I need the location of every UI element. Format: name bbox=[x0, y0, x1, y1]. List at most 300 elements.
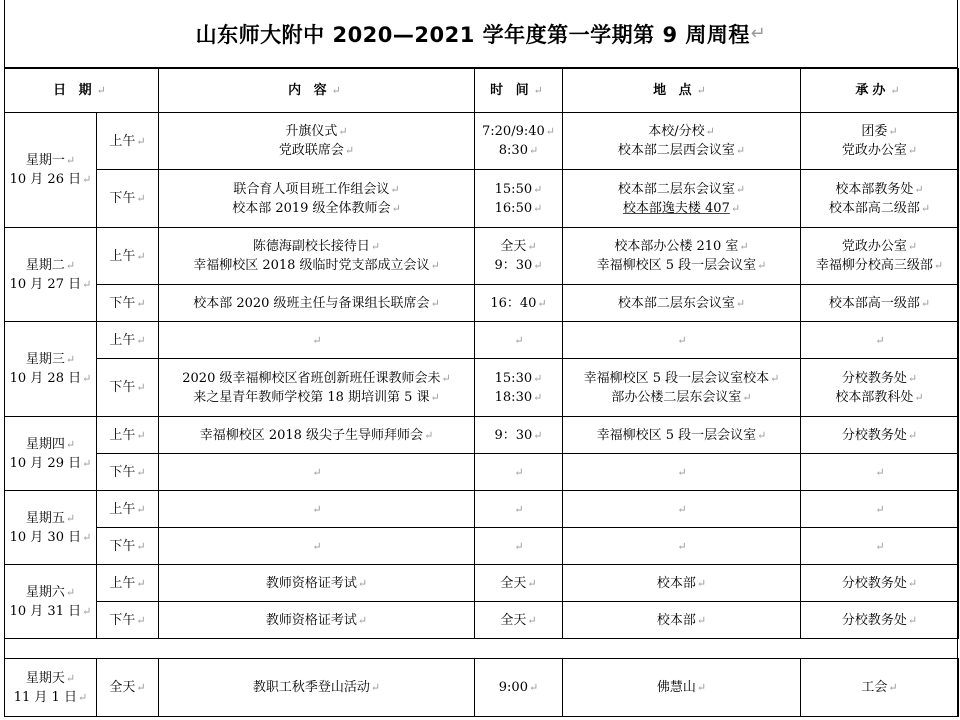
cell-text: 联合育人项目班工作组会议 bbox=[233, 181, 390, 197]
cell-line bbox=[565, 678, 798, 697]
cell-text: 全天 bbox=[500, 612, 527, 628]
return-mark-icon: ↵ bbox=[742, 390, 752, 404]
day-cell bbox=[5, 113, 97, 228]
return-mark-icon: ↵ bbox=[82, 456, 92, 470]
content-cell bbox=[159, 565, 475, 602]
cell-text: 全天 bbox=[109, 680, 136, 695]
cell-text: 本校/分校 bbox=[648, 124, 705, 139]
header-content bbox=[159, 69, 475, 113]
return-mark-icon: ↵ bbox=[424, 428, 434, 442]
cell-text: 上午 bbox=[109, 427, 136, 443]
return-mark-icon: ↵ bbox=[735, 296, 746, 310]
cell-text: 幸福柳分校高三级部 bbox=[815, 258, 933, 273]
cell-line bbox=[565, 294, 798, 313]
return-mark-icon: ↵ bbox=[875, 539, 885, 553]
return-mark-icon: ↵ bbox=[514, 502, 524, 516]
content-cell bbox=[159, 113, 475, 170]
host-cell bbox=[801, 322, 959, 359]
weekday-line bbox=[7, 350, 94, 369]
time-cell bbox=[475, 565, 563, 602]
cell-line bbox=[803, 611, 956, 630]
cell-line bbox=[803, 388, 956, 407]
return-mark-icon: ↵ bbox=[136, 296, 146, 310]
cell-text: 分校教务处 bbox=[841, 612, 907, 628]
return-mark-icon: ↵ bbox=[136, 539, 146, 553]
cell-text: 校本部高二级部 bbox=[828, 200, 920, 216]
cell-text: 党政办公室 bbox=[841, 239, 907, 254]
cell-text: 幸福柳校区 2018 级尖子生导师拜师会 bbox=[199, 427, 424, 443]
cell-line bbox=[161, 199, 472, 218]
time-cell bbox=[475, 454, 563, 491]
return-mark-icon: ↵ bbox=[888, 125, 898, 138]
cell-line bbox=[477, 388, 560, 407]
cell-text: 18:30 bbox=[494, 389, 533, 405]
time-cell bbox=[475, 170, 563, 228]
sunday-row bbox=[5, 659, 959, 717]
return-mark-icon: ↵ bbox=[82, 372, 92, 385]
cell-line bbox=[7, 669, 94, 688]
period-cell bbox=[97, 228, 159, 285]
period-cell bbox=[97, 565, 159, 602]
return-mark-icon: ↵ bbox=[136, 681, 146, 694]
cell-text: 上午 bbox=[109, 575, 136, 591]
weekday-label: 星期五 bbox=[25, 510, 65, 526]
cell-text: 工会 bbox=[861, 680, 888, 695]
return-mark-icon: ↵ bbox=[65, 671, 76, 685]
cell-text: 8:30 bbox=[498, 143, 528, 158]
return-mark-icon: ↵ bbox=[514, 333, 524, 347]
return-mark-icon: ↵ bbox=[739, 240, 749, 253]
table-row bbox=[5, 113, 959, 170]
return-mark-icon: ↵ bbox=[750, 23, 767, 44]
return-mark-icon: ↵ bbox=[696, 681, 707, 694]
cell-text: 7:20/9:40 bbox=[482, 124, 545, 139]
time-cell bbox=[475, 228, 563, 285]
place-cell bbox=[563, 113, 801, 170]
place-cell bbox=[563, 454, 801, 491]
place-cell bbox=[563, 491, 801, 528]
cell-line bbox=[161, 294, 472, 313]
host-cell bbox=[801, 528, 959, 565]
return-mark-icon: ↵ bbox=[65, 437, 76, 451]
cell-text: 分校教务处 bbox=[841, 370, 907, 386]
header-row bbox=[5, 69, 959, 113]
return-mark-icon: ↵ bbox=[533, 371, 543, 385]
weekday-label: 星期四 bbox=[25, 436, 65, 452]
cell-line bbox=[477, 463, 560, 482]
return-mark-icon: ↵ bbox=[136, 465, 146, 479]
cell-line bbox=[565, 369, 798, 388]
cell-text: 校本部逸夫楼 407 bbox=[622, 200, 730, 216]
return-mark-icon: ↵ bbox=[696, 84, 710, 97]
cell-text: 幸福柳校区 2018 级临时党支部成立会议 bbox=[193, 258, 430, 273]
cell-text: 校本部教科处 bbox=[835, 389, 914, 405]
weekday-line bbox=[7, 256, 94, 275]
date-line bbox=[7, 602, 94, 621]
return-mark-icon: ↵ bbox=[533, 259, 543, 272]
host-cell bbox=[801, 565, 959, 602]
cell-line bbox=[99, 611, 156, 630]
cell-line bbox=[803, 678, 956, 697]
table-row bbox=[5, 285, 959, 322]
day-cell bbox=[5, 565, 97, 639]
cell-text: 下午 bbox=[109, 191, 136, 206]
return-mark-icon: ↵ bbox=[77, 690, 88, 704]
table-row bbox=[5, 454, 959, 491]
return-mark-icon: ↵ bbox=[357, 613, 368, 627]
host-cell bbox=[801, 228, 959, 285]
content-cell bbox=[159, 491, 475, 528]
return-mark-icon: ↵ bbox=[533, 84, 547, 97]
cell-text: 9：30 bbox=[494, 427, 533, 443]
day-cell bbox=[5, 491, 97, 565]
cell-line bbox=[803, 122, 956, 141]
table-row bbox=[5, 417, 959, 454]
period-cell bbox=[97, 322, 159, 359]
time-cell bbox=[475, 602, 563, 639]
return-mark-icon: ↵ bbox=[430, 296, 440, 310]
content-cell bbox=[159, 659, 475, 717]
table-row bbox=[5, 602, 959, 639]
content-cell bbox=[159, 228, 475, 285]
cell-text: 分校教务处 bbox=[841, 575, 907, 591]
content-cell bbox=[159, 528, 475, 565]
return-mark-icon: ↵ bbox=[875, 502, 885, 516]
cell-text: 星期天 bbox=[25, 670, 65, 686]
host-cell bbox=[801, 659, 959, 717]
return-mark-icon: ↵ bbox=[677, 465, 687, 479]
cell-line bbox=[161, 331, 472, 350]
return-mark-icon: ↵ bbox=[677, 539, 687, 553]
cell-line bbox=[99, 378, 156, 397]
date-label: 10 月 28 日 bbox=[9, 371, 82, 386]
return-mark-icon: ↵ bbox=[735, 182, 746, 196]
return-mark-icon: ↵ bbox=[136, 333, 146, 347]
cell-line bbox=[99, 574, 156, 593]
cell-text: 校本部 bbox=[656, 612, 696, 628]
date-label: 10 月 29 日 bbox=[9, 455, 82, 471]
place-cell bbox=[563, 528, 801, 565]
cell-line bbox=[161, 537, 472, 556]
sunday-table bbox=[4, 658, 959, 717]
return-mark-icon: ↵ bbox=[677, 333, 687, 347]
header-place bbox=[563, 69, 801, 113]
cell-line bbox=[477, 122, 560, 141]
place-cell bbox=[563, 322, 801, 359]
table-row bbox=[5, 565, 959, 602]
cell-text: 11 月 1 日 bbox=[13, 689, 77, 705]
cell-text: 校本部二层东会议室 bbox=[617, 295, 735, 311]
host-cell bbox=[801, 359, 959, 417]
cell-line bbox=[477, 237, 560, 256]
cell-line bbox=[803, 426, 956, 445]
return-mark-icon: ↵ bbox=[907, 144, 918, 157]
cell-line bbox=[803, 199, 956, 218]
return-mark-icon: ↵ bbox=[527, 613, 537, 627]
cell-text: 15:50 bbox=[494, 181, 533, 197]
cell-line bbox=[803, 180, 956, 199]
cell-line bbox=[565, 331, 798, 350]
cell-line bbox=[99, 463, 156, 482]
period-cell bbox=[97, 602, 159, 639]
cell-line bbox=[477, 331, 560, 350]
header-time bbox=[475, 69, 563, 113]
cell-line bbox=[477, 256, 560, 275]
day-cell bbox=[5, 228, 97, 322]
cell-text: 9：30 bbox=[494, 258, 533, 273]
host-cell bbox=[801, 454, 959, 491]
return-mark-icon: ↵ bbox=[136, 192, 146, 205]
cell-text: 上午 bbox=[109, 332, 136, 348]
place-cell bbox=[563, 285, 801, 322]
schedule-table bbox=[4, 68, 959, 639]
place-cell bbox=[563, 602, 801, 639]
time-cell bbox=[475, 417, 563, 454]
return-mark-icon: ↵ bbox=[136, 613, 146, 627]
return-mark-icon: ↵ bbox=[65, 353, 76, 366]
return-mark-icon: ↵ bbox=[730, 201, 741, 215]
header-label: 日 期 bbox=[53, 83, 96, 98]
return-mark-icon: ↵ bbox=[907, 613, 918, 627]
return-mark-icon: ↵ bbox=[875, 465, 885, 479]
cell-line bbox=[7, 688, 94, 707]
return-mark-icon: ↵ bbox=[696, 613, 707, 627]
return-mark-icon: ↵ bbox=[441, 371, 451, 385]
cell-text: 上午 bbox=[109, 248, 136, 264]
cell-line bbox=[803, 537, 956, 556]
return-mark-icon: ↵ bbox=[705, 125, 715, 138]
return-mark-icon: ↵ bbox=[757, 428, 767, 442]
weekday-label: 星期一 bbox=[25, 153, 65, 168]
period-cell bbox=[97, 454, 159, 491]
return-mark-icon: ↵ bbox=[136, 428, 146, 442]
cell-text: 陈德海副校长接待日 bbox=[252, 239, 370, 254]
cell-line bbox=[565, 141, 798, 160]
cell-text: 幸福柳校区 5 段一层会议室 bbox=[596, 258, 757, 273]
return-mark-icon: ↵ bbox=[82, 604, 92, 618]
cell-line bbox=[99, 426, 156, 445]
cell-line bbox=[803, 369, 956, 388]
return-mark-icon: ↵ bbox=[136, 576, 146, 590]
return-mark-icon: ↵ bbox=[312, 333, 322, 347]
weekday-label: 星期二 bbox=[25, 257, 65, 273]
cell-text: 上午 bbox=[109, 133, 136, 149]
period-cell bbox=[97, 113, 159, 170]
weekday-line bbox=[7, 509, 94, 528]
cell-line bbox=[803, 256, 956, 275]
host-cell bbox=[801, 417, 959, 454]
cell-line bbox=[477, 678, 560, 697]
return-mark-icon: ↵ bbox=[136, 381, 146, 394]
weekday-label: 星期三 bbox=[25, 352, 65, 367]
cell-text: 15:30 bbox=[494, 370, 533, 386]
cell-line bbox=[477, 574, 560, 593]
return-mark-icon: ↵ bbox=[65, 511, 76, 525]
cell-line bbox=[565, 237, 798, 256]
cell-text: 党政联席会 bbox=[278, 143, 344, 158]
cell-line bbox=[161, 426, 472, 445]
return-mark-icon: ↵ bbox=[370, 240, 381, 253]
return-mark-icon: ↵ bbox=[312, 539, 322, 553]
return-mark-icon: ↵ bbox=[136, 134, 146, 148]
content-cell bbox=[159, 322, 475, 359]
return-mark-icon: ↵ bbox=[527, 576, 537, 590]
cell-text: 幸福柳校区 5 段一层会议室 bbox=[596, 427, 757, 443]
return-mark-icon: ↵ bbox=[533, 201, 543, 215]
cell-line bbox=[161, 388, 472, 407]
cell-line bbox=[161, 122, 472, 141]
return-mark-icon: ↵ bbox=[370, 681, 381, 694]
return-mark-icon: ↵ bbox=[338, 125, 348, 138]
time-cell bbox=[475, 659, 563, 717]
return-mark-icon: ↵ bbox=[312, 502, 322, 516]
return-mark-icon: ↵ bbox=[545, 125, 556, 138]
cell-text: 全天 bbox=[500, 239, 527, 254]
cell-line bbox=[161, 678, 472, 697]
cell-line bbox=[99, 132, 156, 151]
cell-line bbox=[803, 574, 956, 593]
cell-text: 团委 bbox=[861, 124, 888, 139]
cell-text: 教职工秋季登山活动 bbox=[252, 680, 370, 695]
cell-text: 下午 bbox=[109, 380, 136, 395]
cell-line bbox=[565, 180, 798, 199]
date-label: 10 月 26 日 bbox=[9, 172, 82, 187]
date-label: 10 月 30 日 bbox=[9, 529, 82, 545]
place-cell bbox=[563, 659, 801, 717]
header-host bbox=[801, 69, 959, 113]
header-label: 地 点 bbox=[653, 83, 696, 98]
cell-line bbox=[803, 237, 956, 256]
cell-line bbox=[99, 247, 156, 266]
content-cell bbox=[159, 170, 475, 228]
cell-line bbox=[99, 189, 156, 208]
cell-text: 全天 bbox=[500, 575, 527, 591]
content-cell bbox=[159, 359, 475, 417]
host-cell bbox=[801, 491, 959, 528]
return-mark-icon: ↵ bbox=[735, 144, 746, 157]
cell-text: 教师资格证考试 bbox=[265, 612, 357, 628]
host-cell bbox=[801, 113, 959, 170]
place-cell bbox=[563, 359, 801, 417]
table-row bbox=[5, 170, 959, 228]
host-cell bbox=[801, 285, 959, 322]
cell-line bbox=[565, 463, 798, 482]
cell-text: 校本部教务处 bbox=[835, 181, 914, 197]
return-mark-icon: ↵ bbox=[136, 502, 146, 516]
return-mark-icon: ↵ bbox=[514, 539, 524, 553]
date-label: 10 月 31 日 bbox=[9, 603, 82, 619]
cell-line bbox=[161, 369, 472, 388]
cell-line bbox=[565, 388, 798, 407]
return-mark-icon: ↵ bbox=[914, 182, 924, 196]
return-mark-icon: ↵ bbox=[331, 84, 345, 97]
cell-text: 佛慧山 bbox=[656, 680, 696, 695]
header-date bbox=[5, 69, 159, 113]
return-mark-icon: ↵ bbox=[528, 681, 539, 694]
return-mark-icon: ↵ bbox=[528, 144, 539, 157]
cell-line bbox=[477, 500, 560, 519]
cell-text: 校本部 bbox=[656, 575, 696, 591]
return-mark-icon: ↵ bbox=[920, 201, 931, 215]
period-cell bbox=[97, 528, 159, 565]
cell-line bbox=[565, 256, 798, 275]
return-mark-icon: ↵ bbox=[65, 258, 76, 272]
cell-line bbox=[565, 537, 798, 556]
title-text: 山东师大附中 2020—2021 学年度第一学期第 9 周周程 bbox=[195, 22, 750, 47]
time-cell bbox=[475, 285, 563, 322]
host-cell bbox=[801, 170, 959, 228]
cell-line bbox=[565, 426, 798, 445]
date-label: 10 月 27 日 bbox=[9, 276, 82, 292]
content-cell bbox=[159, 454, 475, 491]
cell-line bbox=[99, 331, 156, 350]
return-mark-icon: ↵ bbox=[82, 277, 92, 291]
return-mark-icon: ↵ bbox=[96, 84, 110, 97]
day-cell bbox=[5, 322, 97, 417]
cell-text: 下午 bbox=[109, 538, 136, 554]
cell-line bbox=[161, 141, 472, 160]
period-cell bbox=[97, 170, 159, 228]
cell-line bbox=[803, 331, 956, 350]
cell-text: 校本部办公楼 210 室 bbox=[614, 239, 739, 254]
date-line bbox=[7, 275, 94, 294]
cell-line bbox=[565, 199, 798, 218]
weekday-line bbox=[7, 151, 94, 170]
return-mark-icon: ↵ bbox=[533, 390, 543, 404]
cell-text: 教师资格证考试 bbox=[265, 575, 357, 591]
time-cell bbox=[475, 113, 563, 170]
cell-line bbox=[99, 500, 156, 519]
cell-line bbox=[161, 574, 472, 593]
return-mark-icon: ↵ bbox=[888, 681, 898, 694]
cell-text: 校本部二层西会议室 bbox=[617, 143, 735, 158]
cell-text: 校本部 2020 级班主任与备课组长联席会 bbox=[193, 295, 430, 311]
table-row bbox=[5, 359, 959, 417]
date-line bbox=[7, 528, 94, 547]
return-mark-icon: ↵ bbox=[907, 576, 918, 590]
table-row bbox=[5, 528, 959, 565]
content-cell bbox=[159, 602, 475, 639]
header-label: 承办 bbox=[855, 83, 890, 98]
cell-text: 幸福柳校区 5 段一层会议室校本 bbox=[583, 370, 770, 386]
cell-text: 下午 bbox=[109, 295, 136, 311]
cell-text: 校本部二层东会议室 bbox=[617, 181, 735, 197]
return-mark-icon: ↵ bbox=[344, 144, 355, 157]
cell-line bbox=[99, 537, 156, 556]
page-title bbox=[4, 0, 958, 68]
time-cell bbox=[475, 322, 563, 359]
return-mark-icon: ↵ bbox=[82, 530, 92, 544]
period-cell bbox=[97, 417, 159, 454]
return-mark-icon: ↵ bbox=[907, 240, 918, 253]
cell-line bbox=[477, 369, 560, 388]
return-mark-icon: ↵ bbox=[907, 428, 918, 442]
place-cell bbox=[563, 170, 801, 228]
period-cell bbox=[97, 285, 159, 322]
return-mark-icon: ↵ bbox=[537, 296, 547, 310]
cell-line bbox=[477, 611, 560, 630]
period-cell bbox=[97, 659, 159, 717]
time-cell bbox=[475, 528, 563, 565]
table-row bbox=[5, 322, 959, 359]
return-mark-icon: ↵ bbox=[920, 296, 931, 310]
return-mark-icon: ↵ bbox=[527, 240, 537, 253]
return-mark-icon: ↵ bbox=[875, 333, 885, 347]
place-cell bbox=[563, 565, 801, 602]
cell-line bbox=[477, 537, 560, 556]
cell-text: 来之星青年教师学校第 18 期培训第 5 课 bbox=[193, 389, 430, 405]
cell-line bbox=[565, 122, 798, 141]
